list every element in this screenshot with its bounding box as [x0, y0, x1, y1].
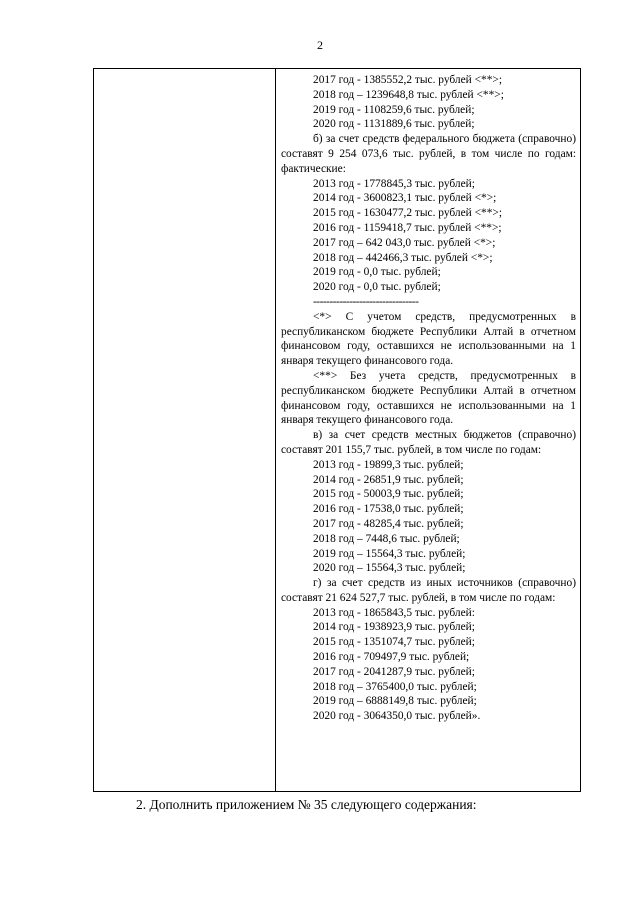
year-line: 2020 год – 15564,3 тыс. рублей;	[313, 562, 466, 575]
year-line: 2018 год – 1239648,8 тыс. рублей <**>;	[313, 88, 504, 101]
page-number: 2	[317, 38, 323, 52]
year-line: 2019 год – 15564,3 тыс. рублей;	[313, 547, 466, 560]
program-table	[93, 68, 581, 792]
table-right-cell	[276, 69, 580, 791]
year-line: 2017 год – 642 043,0 тыс. рублей <*>;	[313, 236, 496, 249]
table-left-cell	[94, 69, 276, 791]
year-line: 2018 год – 442466,3 тыс. рублей <*>;	[313, 251, 493, 264]
year-line: 2020 год - 1131889,6 тыс. рублей;	[313, 118, 475, 131]
footnote-separator: --------------------------------	[313, 295, 419, 308]
year-line: 2014 год - 3600823,1 тыс. рублей <*>;	[313, 192, 497, 205]
footnote-two: <**> Без учета средств, предусмотренных в республиканском бюджете Республики Алтай в отчетном финансовом году, оставшихся не использованными на 1 января текущего финансового года.	[281, 369, 576, 427]
other-sources-paragraph: г) за счет средств из иных источников (справочно) составят 21 624 527,7 тыс. рублей, в том числе по годам:	[281, 577, 576, 604]
year-line: 2020 год - 0,0 тыс. рублей;	[313, 281, 441, 294]
year-line: 2015 год - 1630477,2 тыс. рублей <**>;	[313, 207, 502, 220]
year-line: 2016 год - 17538,0 тыс. рублей;	[313, 503, 464, 516]
year-line: 2015 год - 1351074,7 тыс. рублей;	[313, 636, 475, 649]
local-budget-paragraph: в) за счет средств местных бюджетов (справочно) составят 201 155,7 тыс. рублей, в том числе по годам:	[281, 429, 576, 456]
year-line: 2019 год – 6888149,8 тыс. рублей;	[313, 695, 477, 708]
year-line: 2014 год - 26851,9 тыс. рублей;	[313, 473, 464, 486]
year-line: 2017 год - 48285,4 тыс. рублей;	[313, 517, 464, 530]
year-line: 2018 год – 3765400,0 тыс. рублей;	[313, 680, 477, 693]
year-line: 2013 год - 1778845,3 тыс. рублей;	[313, 177, 475, 190]
year-line: 2014 год - 1938923,9 тыс. рублей;	[313, 621, 475, 634]
year-line: 2016 год - 709497,9 тыс. рублей;	[313, 651, 470, 664]
year-line: 2019 год - 1108259,6 тыс. рублей;	[313, 103, 475, 116]
year-line: 2016 год - 1159418,7 тыс. рублей <**>;	[313, 221, 502, 234]
federal-budget-paragraph: б) за счет средств федерального бюджета (справочно) составят 9 254 073,6 тыс. рублей, в том числе по годам: фактические:	[281, 133, 576, 175]
year-line: 2020 год - 3064350,0 тыс. рублей».	[313, 710, 481, 723]
year-line: 2013 год - 1865843,5 тыс. рублей:	[313, 606, 475, 619]
year-line: 2018 год – 7448,6 тыс. рублей;	[313, 532, 460, 545]
amendment-instruction: 2. Дополнить приложением № 35 следующего содержания:	[136, 797, 477, 812]
year-line: 2017 год - 2041287,9 тыс. рублей;	[313, 665, 475, 678]
year-line: 2013 год - 19899,3 тыс. рублей;	[313, 458, 464, 471]
footnote-one: <*> С учетом средств, предусмотренных в республиканском бюджете Республики Алтай в отчетном финансовом году, оставшихся не использованными на 1 января текущего финансового года.	[281, 310, 576, 368]
year-line: 2017 год - 1385552,2 тыс. рублей <**>;	[313, 74, 502, 86]
year-line: 2015 год - 50003,9 тыс. рублей;	[313, 488, 464, 501]
year-line: 2019 год - 0,0 тыс. рублей;	[313, 266, 441, 279]
